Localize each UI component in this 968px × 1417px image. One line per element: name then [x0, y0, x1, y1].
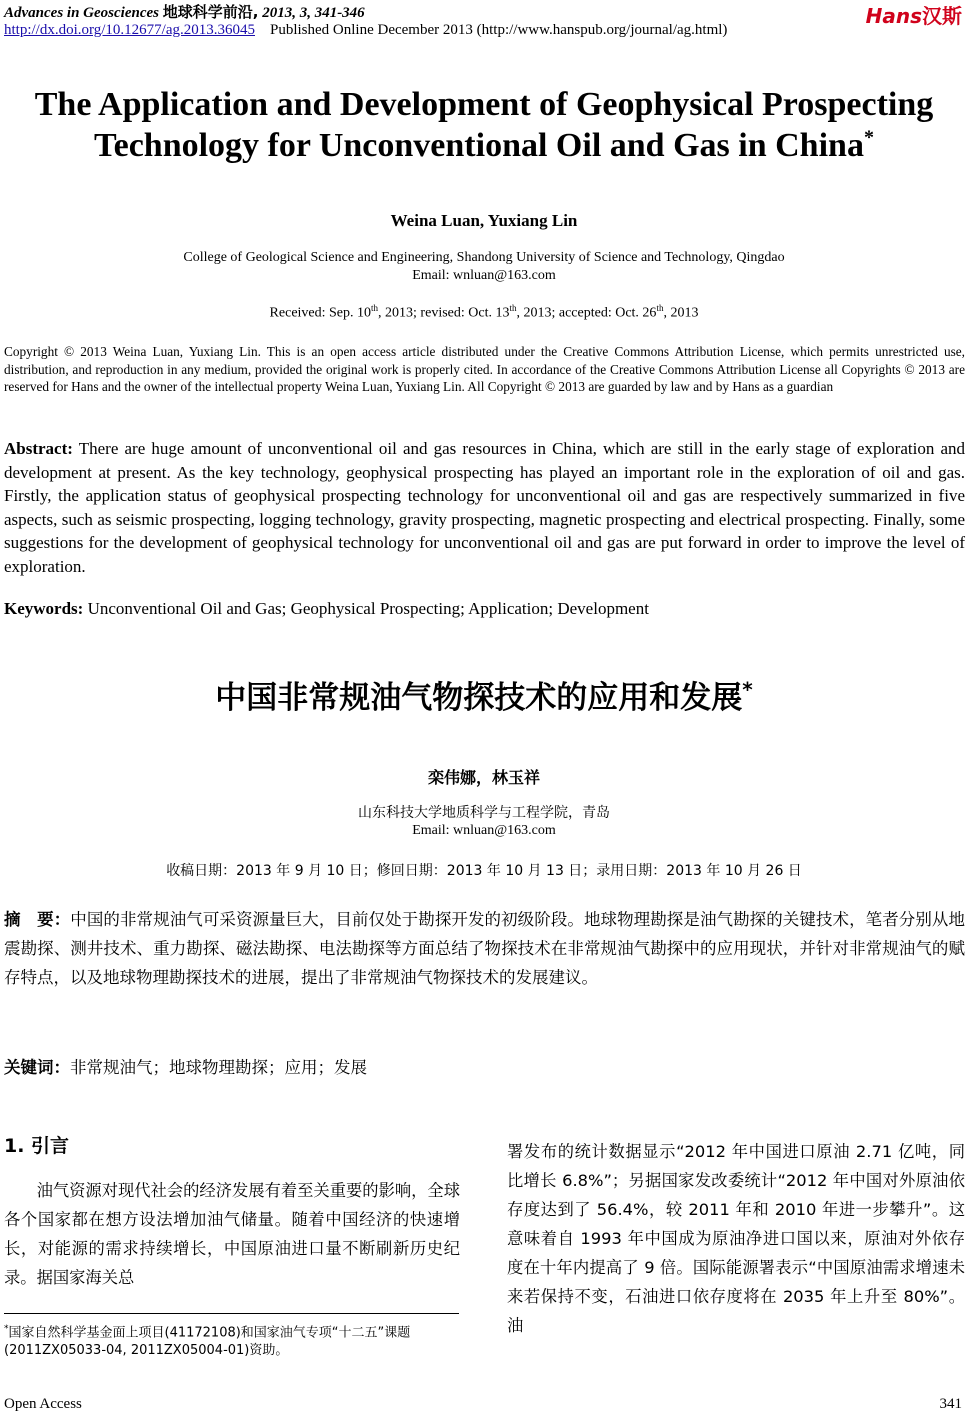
title-cn-footnote-mark: *: [742, 677, 753, 702]
funding-footnote: [4, 1320, 462, 1360]
authors-en: Weina Luan, Yuxiang Lin: [390, 211, 578, 230]
keywords-cn-text: 非常规油气；地球物理勘探；应用；发展: [70, 1058, 367, 1077]
title-cn: [0, 672, 968, 717]
paragraph: 油气资源对现代社会的经济发展有着至关重要的影响，全球各个国家都在想方设法增加油气储量。随着中国经济的快速增长，对能源的需求持续增长，中国原油进口量不断刷新历史纪录。据国家海关总: [4, 1181, 460, 1287]
keywords-en: [4, 599, 965, 619]
keywords-en-text: Unconventional Oil and Gas; Geophysical Prospecting; Application; Development: [87, 599, 649, 618]
abstract-cn-text: 中国的非常规油气可采资源量巨大，目前仅处于勘探开发的初级阶段。地球物理勘探是油气勘探的关键技术，笔者分别从地震勘探、测井技术、重力勘探、磁法勘探、电法勘探等方面总结了物探技术在非常规油气勘探中的应用现状，并针对非常规油气的赋存特点，以及地球物理勘探技术的进展，提出了非常规油气物探技术的发展建议。: [4, 910, 966, 987]
accepted-year: , 2013: [663, 305, 699, 321]
paragraph: 署发布的统计数据显示“2012 年中国进口原油 2.71 亿吨，同比增长 6.8%”；另据国家发改委统计“2012 年中国对外原油依存度达到了 56.4%，较 2011 年和 2010 年进一步攀升”。这意味着自 1993 年中国成为原油净进口国以来，原油对外依存度在十年内提高了 9 倍。国际能源署表示“中国原油需求增速未来若保持不变，石油进口依存度将在 2035 年上升至 80%”。油: [507, 1142, 965, 1335]
copyright-notice: Copyright © 2013 Weina Luan, Yuxiang Lin. This is an open access article distributed under the Creative Commons Attribution License, which permits unrestricted use, distribution, and reproduction in any medium, provided the original work is properly cited. In accordance of the Creative Commons Attribution License all Copyrights © 2013 are reserved for Hans and the owner of the intellectual property Weina Luan, Yuxiang Lin. All Copyright © 2013 are guarded by law and by Hans as a guardian: [4, 344, 965, 394]
accepted-date: , 2013; accepted: Oct. 26: [516, 305, 657, 321]
title-en-line1: The Application and Development of Geophysical Prospecting: [34, 86, 934, 123]
footnote-mark: *: [4, 1324, 9, 1334]
journal-volume: 2013, 3, 341-346: [262, 5, 365, 21]
received-en: [0, 303, 968, 322]
footnote-text: 国家自然科学基金面上项目(41172108)和国家油气专项“十二五”课题(2011ZX05033-04, 2011ZX05004-01)资助。: [4, 1325, 411, 1359]
keywords-en-label: Keywords:: [4, 599, 84, 618]
journal-header: [4, 1, 365, 22]
title-en-footnote-mark: *: [863, 126, 874, 149]
footer-open-access: Open Access: [4, 1396, 82, 1412]
journal-name: Advances in Geosciences: [4, 5, 159, 21]
affiliation-en-text: College of Geological Science and Engineering, Shandong University of Science and Technology, Qingdao: [183, 250, 785, 265]
doi-line: [4, 22, 727, 39]
title-cn-text: 中国非常规油气物探技术的应用和发展: [215, 680, 743, 716]
body-column-right: [507, 1137, 965, 1340]
affiliation-en: [0, 249, 968, 285]
abstract-en-label: Abstract:: [4, 439, 73, 458]
doi-link[interactable]: http://dx.doi.org/10.12677/ag.2013.36045: [4, 22, 255, 38]
published-info: Published Online December 2013 (http://www.hanspub.org/journal/ag.html): [269, 22, 728, 38]
page-number: 341: [939, 1396, 962, 1412]
abstract-cn-label: 摘 要：: [4, 910, 71, 929]
affiliation-cn-text: 山东科技大学地质科学与工程学院，青岛: [358, 805, 610, 821]
email-en: Email: wnluan@163.com: [412, 268, 556, 283]
title-en: [0, 84, 968, 166]
abstract-en: [4, 437, 965, 578]
publisher-logo: [866, 0, 962, 29]
ordinal-suffix: th: [371, 303, 379, 313]
abstract-cn: [4, 905, 965, 992]
received-cn: 收稿日期：2013 年 9 月 10 日；修回日期：2013 年 10 月 13 日；录用日期：2013 年 10 月 26 日: [166, 863, 802, 879]
section-heading-introduction: 1. 引言: [4, 1135, 70, 1157]
ordinal-suffix: th: [509, 303, 517, 313]
footnote-divider: [4, 1313, 459, 1314]
keywords-cn: [4, 1054, 965, 1078]
title-en-line2: Technology for Unconventional Oil and Gas in China: [94, 127, 864, 164]
ordinal-suffix: th: [656, 303, 664, 313]
body-column-left: [4, 1176, 460, 1292]
journal-name-cn: 地球科学前沿,: [162, 3, 259, 21]
authors-cn: 栾伟娜，林玉祥: [427, 768, 540, 787]
email-cn: Email: wnluan@163.com: [412, 823, 556, 838]
logo-text: Hans: [865, 4, 922, 28]
revised-date: , 2013; revised: Oct. 13: [378, 305, 510, 321]
logo-text-cn: 汉斯: [922, 4, 962, 28]
keywords-cn-label: 关键词：: [4, 1058, 70, 1077]
received-date: Received: Sep. 10: [269, 305, 372, 321]
abstract-en-text: There are huge amount of unconventional oil and gas resources in China, which are still in the early stage of exploration and development at present. As the key technology, geophysical prospecting has played an important role in the exploration of oil and gas. Firstly, the application status of geophysical prospecting technology for unconventional oil and gas are respectively summarized in five aspects, such as seismic prospecting, logging technology, gravity prospecting, magnetic prospecting and electrical prospecting. Finally, some suggestions for the development of geophysical technology for unconventional oil and gas are put forward in order to improve the level of exploration.: [4, 439, 965, 576]
affiliation-cn: [0, 804, 968, 840]
